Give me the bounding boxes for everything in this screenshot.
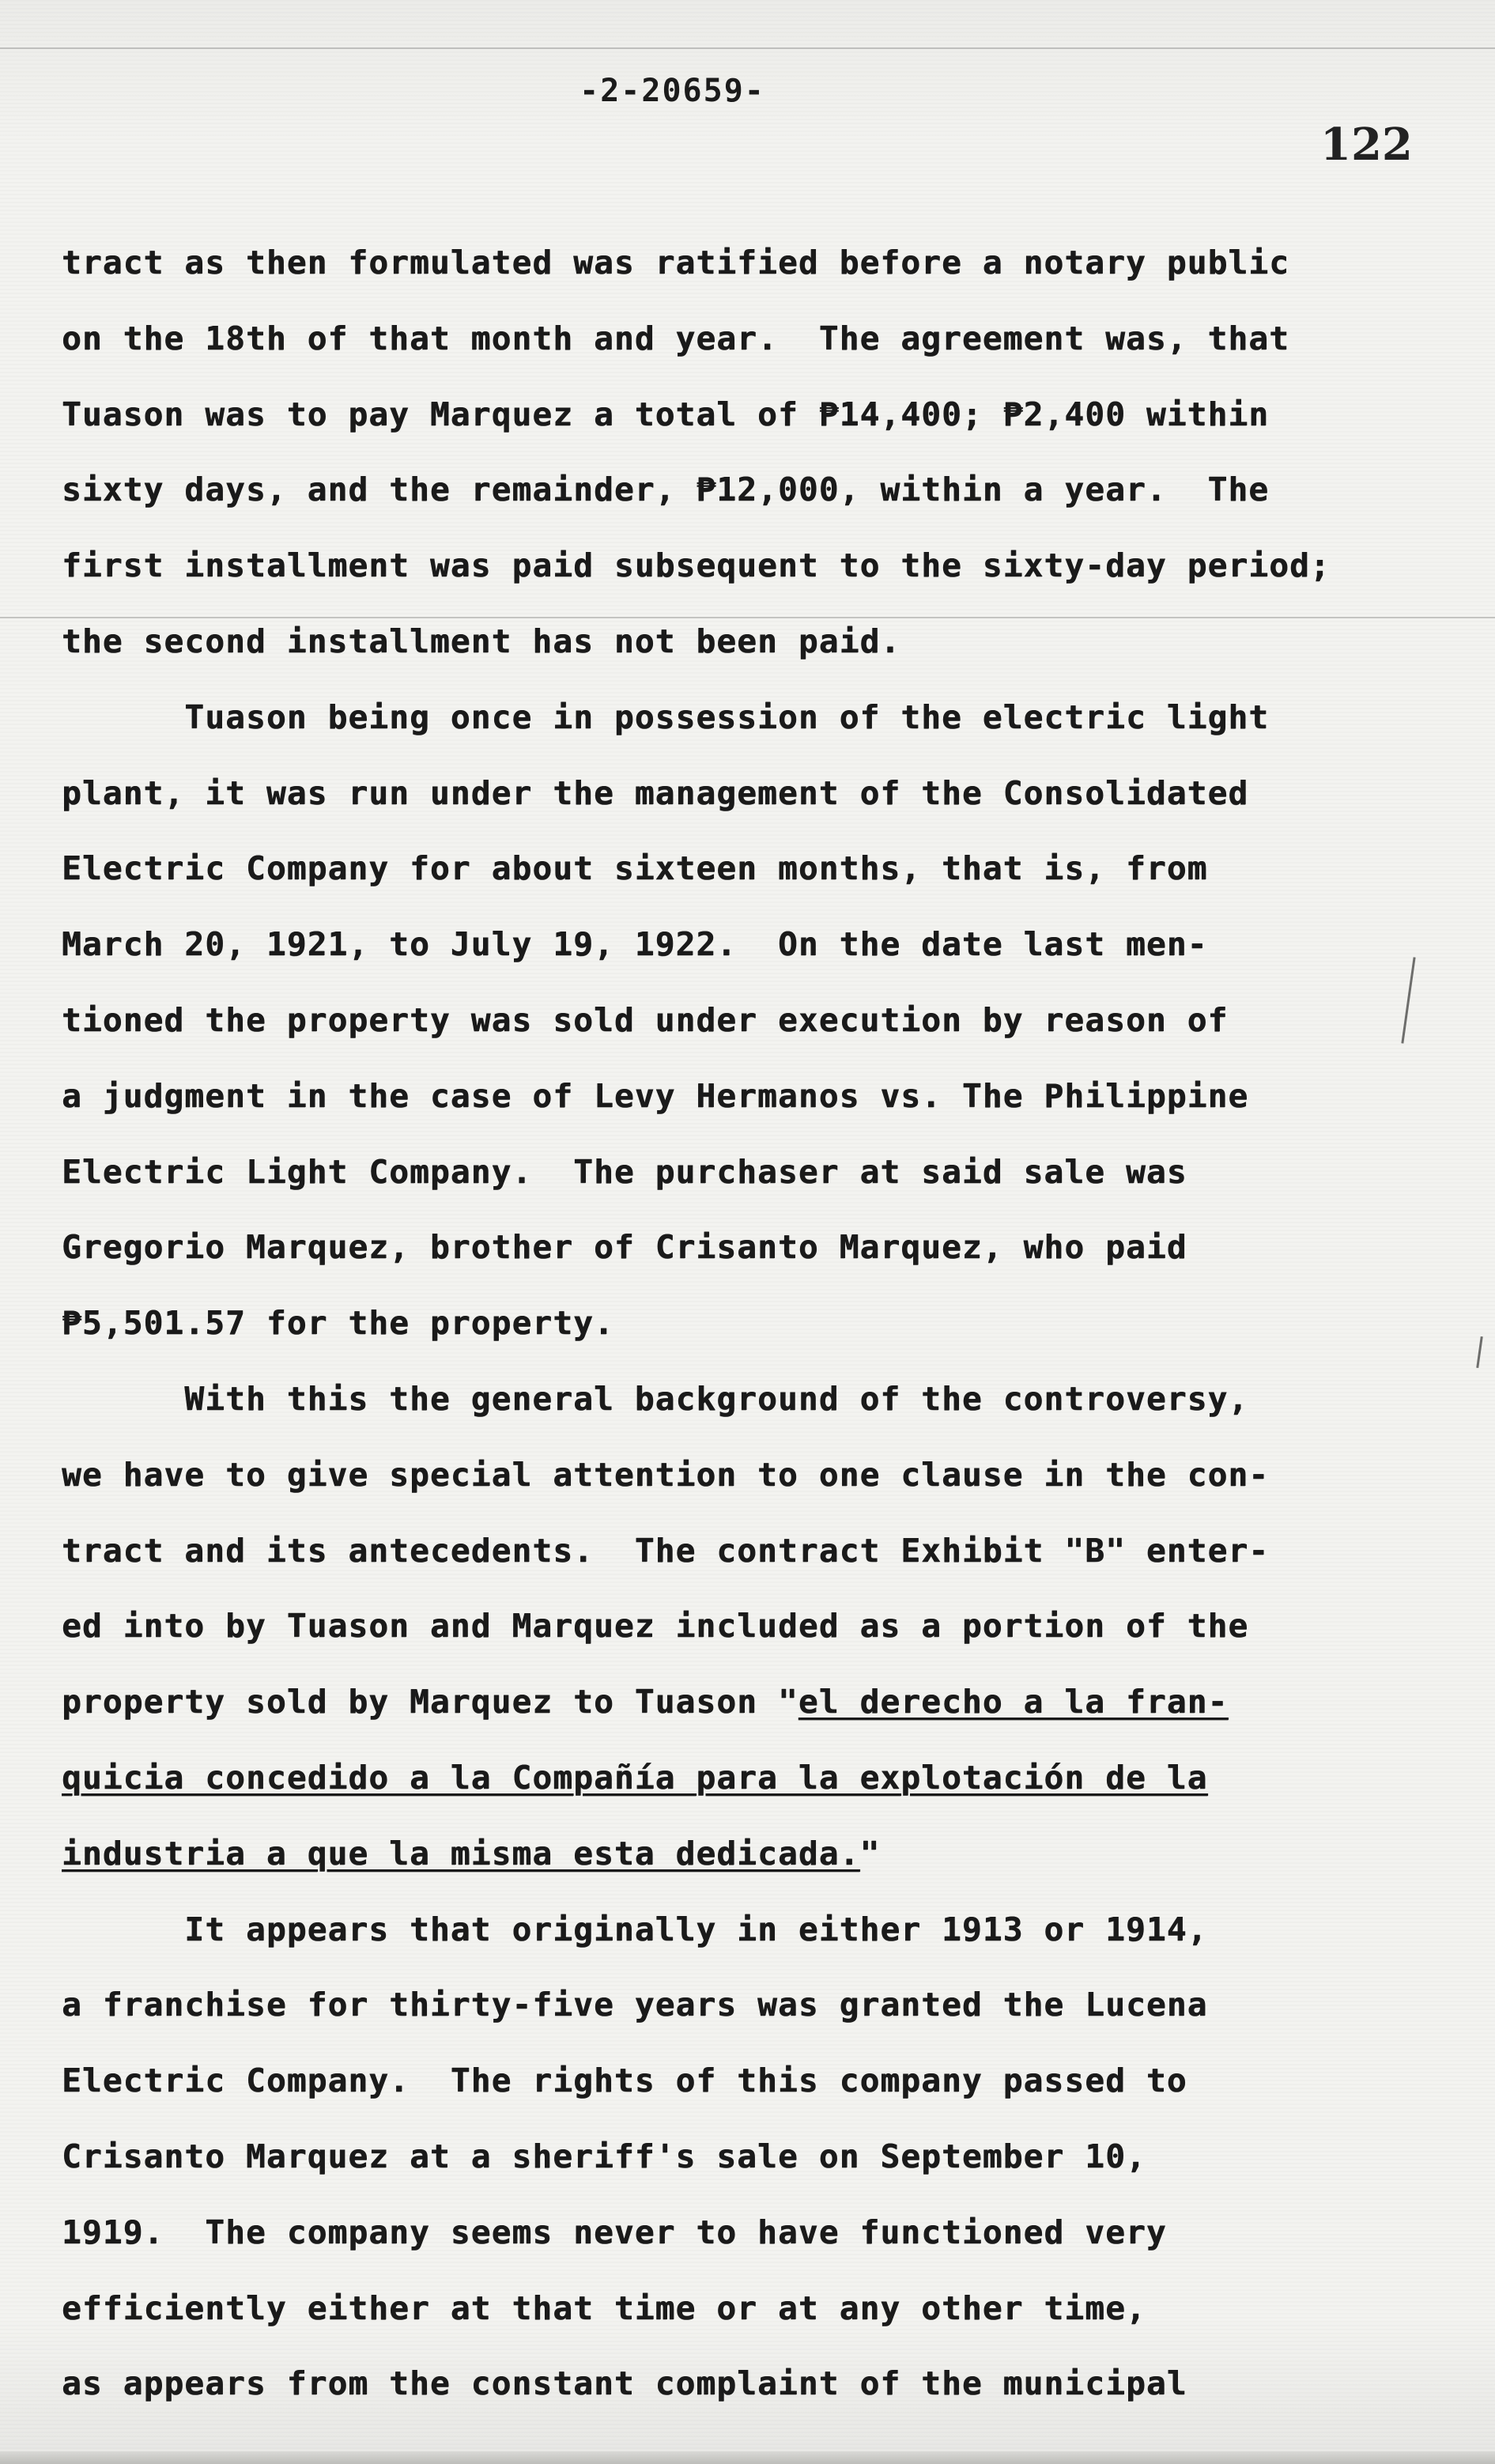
text-line: With this the general background of the controversy,	[62, 1379, 1249, 1418]
underlined-quote: el derecho a la fran-	[798, 1683, 1229, 1721]
text-line: Electric Company. The rights of this company passed to	[62, 2062, 1187, 2100]
text-line: plant, it was run under the management of the Consolidated	[62, 773, 1249, 812]
text-line: we have to give special attention to one clause in the con-	[62, 1455, 1270, 1494]
text-line: Electric Company for about sixteen months, that is, from	[62, 849, 1208, 888]
text-line-quote	[62, 1740, 1437, 1816]
text-line: 1919. The company seems never to have functioned very	[62, 2213, 1167, 2251]
margin-pen-mark	[1476, 1336, 1483, 1368]
text-line: tract as then formulated was ratified before a notary public	[62, 244, 1290, 282]
text-line: ₱5,501.57 for the property.	[62, 1304, 614, 1343]
scan-edge	[0, 2451, 1495, 2464]
underlined-quote: industria a que la misma esta dedicada.	[62, 1834, 860, 1873]
text-line: the second installment has not been paid.	[62, 622, 901, 660]
document-number: -2-20659-	[580, 73, 765, 109]
text-line: Crisanto Marquez at a sheriff's sale on September 10,	[62, 2137, 1146, 2175]
text-line: a franchise for thirty-five years was granted the Lucena	[62, 1986, 1208, 2024]
text-segment: property sold by Marquez to Tuason "	[62, 1683, 798, 1721]
text-line: a judgment in the case of Levy Hermanos vs. The Philippine	[62, 1076, 1249, 1115]
text-line: ed into by Tuason and Marquez included as a portion of the	[62, 1607, 1249, 1646]
text-line: Gregorio Marquez, brother of Crisanto Marquez, who paid	[62, 1228, 1187, 1267]
text-line: It appears that originally in either 1913 or 1914,	[62, 1910, 1208, 1948]
text-line: as appears from the constant complaint of the municipal	[62, 2364, 1187, 2403]
text-line: efficiently either at that time or at any other time,	[62, 2288, 1146, 2327]
text-line: on the 18th of that month and year. The agreement was, that	[62, 319, 1290, 357]
text-line: tioned the property was sold under execution by reason of	[62, 1000, 1229, 1039]
text-line: Tuason being once in possession of the electric light	[62, 697, 1270, 736]
text-line: March 20, 1921, to July 19, 1922. On the date last men-	[62, 925, 1208, 964]
text-line: Electric Light Company. The purchaser at said sale was	[62, 1152, 1187, 1191]
text-line: first installment was paid subsequent to the sixty-day period;	[62, 546, 1331, 585]
text-line: Tuason was to pay Marquez a total of ₱14,400; ₱2,400 within	[62, 395, 1270, 433]
closing-quote: "	[859, 1834, 881, 1873]
body-text	[62, 225, 1437, 2422]
text-line-quote	[62, 1816, 1437, 1892]
document-number-header	[0, 73, 1495, 109]
scan-line	[0, 47, 1495, 49]
text-line: sixty days, and the remainder, ₱12,000, within a year. The	[62, 471, 1270, 509]
text-line-with-quote	[62, 1665, 1437, 1740]
page-number: 122	[1320, 119, 1413, 171]
underlined-quote: quicia concedido a la Compañía para la explotación de la	[62, 1758, 1208, 1797]
text-line: tract and its antecedents. The contract Exhibit "B" enter-	[62, 1531, 1270, 1570]
